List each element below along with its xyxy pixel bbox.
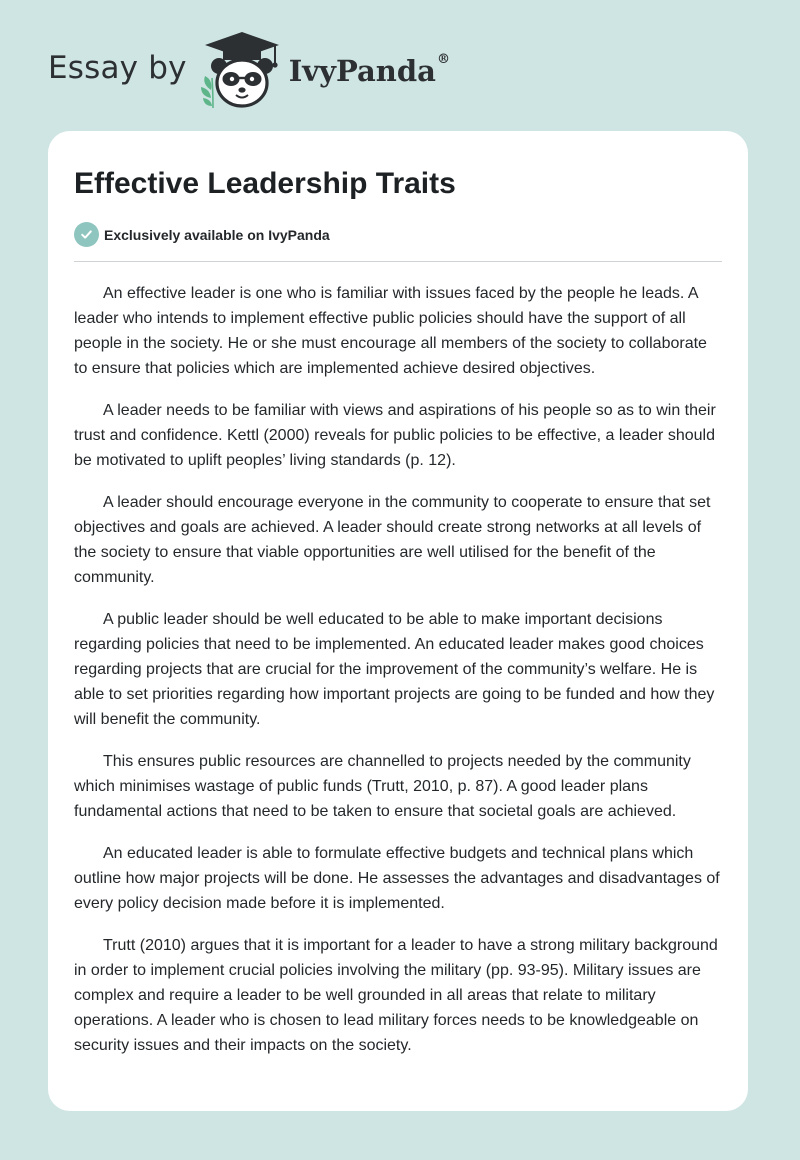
paragraph: An educated leader is able to formulate effective budgets and technical plans which outline how major projects will be done. He assesses the advantages and disadvantages of every policy decision made before it is implemented. (74, 845, 720, 912)
paragraph: A public leader should be well educated to be able to make important decisions regarding policies that need to be implemented. An educated leader makes good choices regarding projects that are crucial for the improvement of the community’s welfare. He is able to set priorities regarding how important projects are going to be funded and how they will benefit the community. (74, 611, 715, 728)
page-title: Effective Leadership Traits (74, 167, 456, 200)
paragraph: An effective leader is one who is familiar with issues faced by the people he leads. A leader who intends to implement effective public policies should have the support of all people in the society. He or she must encourage all members of the society to collaborate to ensure that policies which are implemented achieve desired objectives. (74, 285, 707, 377)
article-body (74, 281, 722, 1075)
article-card (48, 131, 748, 1111)
paragraph: A leader should encourage everyone in the community to cooperate to ensure that set objectives and goals are achieved. A leader should create strong networks at all levels of the society to ensure that viable opportunities are well utilised for the benefit of the community. (74, 494, 711, 586)
site-header (48, 30, 450, 110)
paragraph: This ensures public resources are channelled to projects needed by the community which minimises wastage of public funds (Trutt, 2010, p. 87). A good leader plans fundamental actions that need to be taken to ensure that societal goals are achieved. (74, 753, 691, 820)
registered-mark: ® (436, 52, 450, 67)
paragraph: A leader needs to be familiar with views and aspirations of his people so as to win their trust and confidence. Kettl (2000) reveals for public policies to be effective, a leader should be motivated to uplift peoples’ living standards (p. 12). (74, 402, 716, 469)
brand-name: IvyPanda® (288, 52, 450, 88)
divider (74, 261, 722, 262)
panda-graduate-icon (199, 30, 285, 110)
essay-by-label: Essay by (48, 50, 187, 86)
exclusive-badge (74, 222, 330, 247)
exclusive-label: Exclusively available on IvyPanda (104, 226, 330, 243)
paragraph: Trutt (2010) argues that it is important for a leader to have a strong military background in order to implement crucial policies involving the military (pp. 93-95). Military issues are complex and require a leader to be well grounded in all areas that relate to military operations. A leader who is chosen to lead military forces needs to be knowledgeable on security issues and their impacts on the society. (74, 937, 718, 1054)
check-circle-icon (74, 222, 99, 247)
